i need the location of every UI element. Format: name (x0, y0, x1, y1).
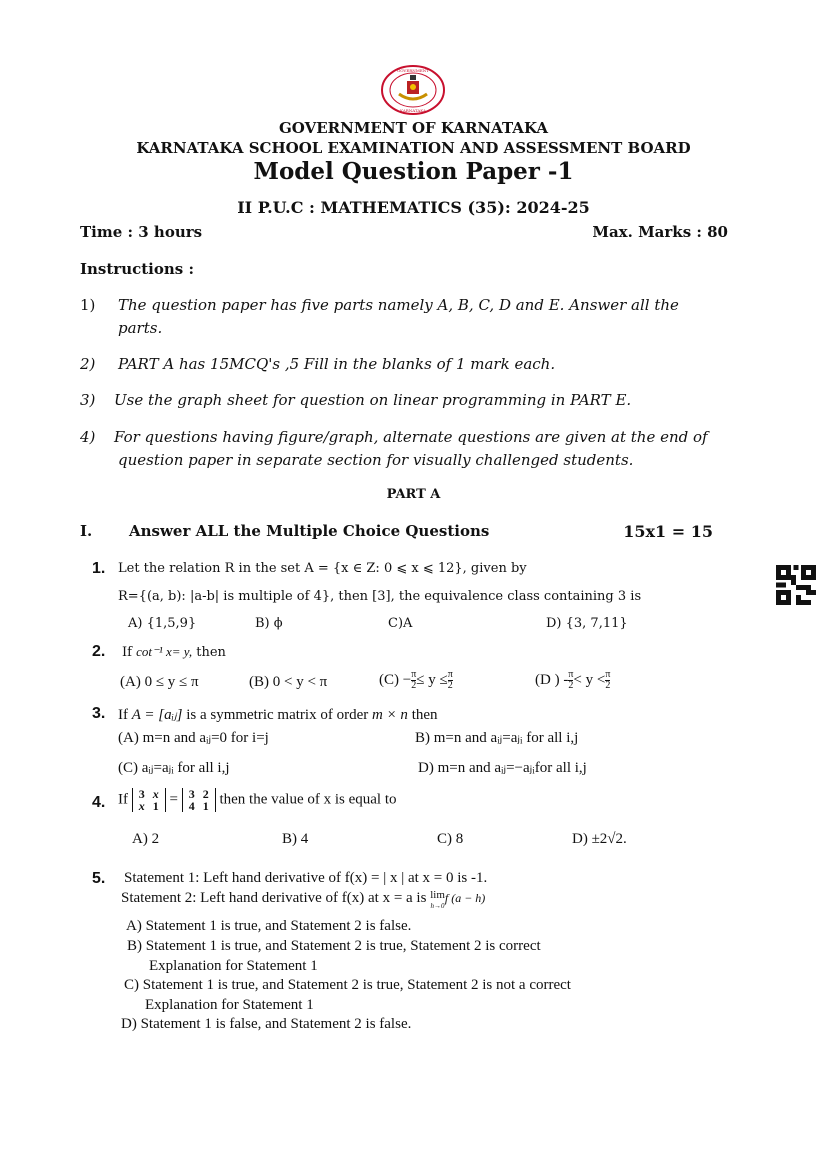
math: f (a − h) (444, 891, 486, 905)
text: then the value of x is equal to (219, 791, 397, 808)
option-c: C) 8 (437, 831, 464, 847)
option-d: D) Statement 1 is false, and Statement 2 is false. (121, 1016, 412, 1032)
text: Statement 2: Left hand derivative of f(x) at x = a is (121, 890, 427, 906)
option-b: B) 4 (282, 831, 309, 847)
option-a: (A) 0 ≤ y ≤ π (120, 674, 199, 690)
determinant-left: 3 x x 1 (132, 788, 166, 812)
option-a: A) Statement 1 is true, and Statement 2 is false. (126, 918, 412, 934)
option-d (535, 670, 610, 691)
option-a: A) 2 (132, 831, 160, 847)
option-c: (C) aᵢⱼ=aⱼᵢ for all i,j (118, 760, 230, 776)
fraction: $\frac{\pi}{2}$ (411, 669, 417, 691)
option-b: (B) 0 < y < π (249, 674, 328, 690)
option-a: A) {1,5,9} (128, 616, 197, 631)
qr-code (776, 565, 816, 609)
math: cot⁻¹ x= y, (136, 644, 193, 659)
instruction-number: 1) (80, 296, 96, 314)
limit: lim h→0 (430, 889, 445, 910)
instruction-text: PART A has 15MCQ's ,5 Fill in the blanks of 1 mark each. (118, 355, 556, 373)
instruction-number: 3) (80, 391, 96, 409)
instruction-text: For questions having figure/graph, alternate questions are given at the end of (114, 428, 708, 446)
option-d: D) m=n and aᵢⱼ=−aⱼᵢfor all i,j (418, 760, 587, 776)
text: If (118, 791, 128, 808)
question-text: Let the relation R in the set A = {x ∈ Z: 0 ⩽ x ⩽ 12}, given by (118, 561, 527, 576)
instruction-number: 2) (80, 355, 96, 373)
instruction-text: Use the graph sheet for question on linear programming in PART E. (114, 391, 632, 409)
question-number: 4. (92, 794, 106, 811)
instruction-text: parts. (118, 319, 163, 337)
board-heading: KARNATAKA SCHOOL EXAMINATION AND ASSESSMENT BOARD (136, 139, 691, 157)
text: If (122, 645, 137, 660)
page-title: Model Question Paper -1 (253, 158, 574, 185)
part-title: PART A (386, 487, 441, 502)
question-text (118, 788, 397, 812)
option-d: D) ±2√2. (572, 831, 627, 847)
question-number: 5. (92, 870, 106, 887)
statement-2 (121, 890, 485, 912)
instructions-heading: Instructions : (80, 260, 194, 278)
text: then (192, 645, 226, 660)
option-c: C)A (388, 616, 413, 631)
svg-text:GOVERNMENT: GOVERNMENT (397, 68, 429, 73)
text: ≤ y ≤ (416, 671, 448, 688)
time-label: Time : 3 hours (80, 223, 203, 241)
text: (D ) - (535, 671, 569, 688)
text: < y < (573, 671, 606, 688)
question-text (118, 705, 438, 724)
instruction-text: The question paper has five parts namely A, B, C, D and E. Answer all the (118, 296, 679, 314)
text: = (169, 791, 178, 808)
option-b: B) ϕ (255, 616, 283, 631)
option-d: D) {3, 7,11} (546, 616, 628, 631)
section-marks: 15x1 = 15 (623, 522, 713, 541)
fraction: $\frac{\pi}{2}$ (568, 669, 574, 691)
max-marks-label: Max. Marks : 80 (592, 223, 728, 241)
question-number: 1. (92, 560, 106, 577)
question-text (122, 644, 226, 660)
option-b: B) m=n and aᵢⱼ=aⱼᵢ for all i,j (415, 730, 579, 746)
option-b: B) Statement 1 is true, and Statement 2 is true, Statement 2 is correct (127, 938, 541, 954)
text: then (407, 707, 438, 723)
option-b-continued: Explanation for Statement 1 (149, 958, 318, 974)
determinant-right: 3 2 4 1 (182, 788, 216, 812)
section-number: I. (80, 522, 93, 540)
question-number: 2. (92, 643, 106, 660)
instruction-number: 4) (80, 428, 96, 446)
option-c: C) Statement 1 is true, and Statement 2 is true, Statement 2 is not a correct (124, 977, 571, 993)
math: m × n (371, 707, 408, 723)
question-text: R={(a, b): |a-b| is multiple of 4}, then [3], the equivalence class containing 3 is (118, 589, 642, 604)
text: (C) − (379, 671, 412, 688)
math: A = [aᵢⱼ] (131, 707, 183, 723)
fraction: $\frac{\pi}{2}$ (605, 669, 611, 691)
section-title: Answer ALL the Multiple Choice Questions (129, 522, 490, 540)
svg-text:KARNATAKA: KARNATAKA (400, 108, 426, 113)
government-heading: GOVERNMENT OF KARNATAKA (278, 119, 549, 137)
fraction: $\frac{\pi}{2}$ (447, 669, 453, 691)
statement-1: Statement 1: Left hand derivative of f(x) = | x | at x = 0 is -1. (124, 870, 488, 886)
question-number: 3. (92, 705, 106, 722)
option-a: (A) m=n and aᵢⱼ=0 for i=j (118, 730, 269, 746)
instruction-text: question paper in separate section for visually challenged students. (118, 451, 634, 469)
option-c-continued: Explanation for Statement 1 (145, 997, 314, 1013)
subject-subtitle: II P.U.C : MATHEMATICS (35): 2024-25 (237, 198, 590, 217)
text: is a symmetric matrix of order (182, 707, 372, 723)
option-c (379, 670, 453, 691)
karnataka-seal-logo (380, 64, 446, 120)
text: If (118, 707, 132, 723)
